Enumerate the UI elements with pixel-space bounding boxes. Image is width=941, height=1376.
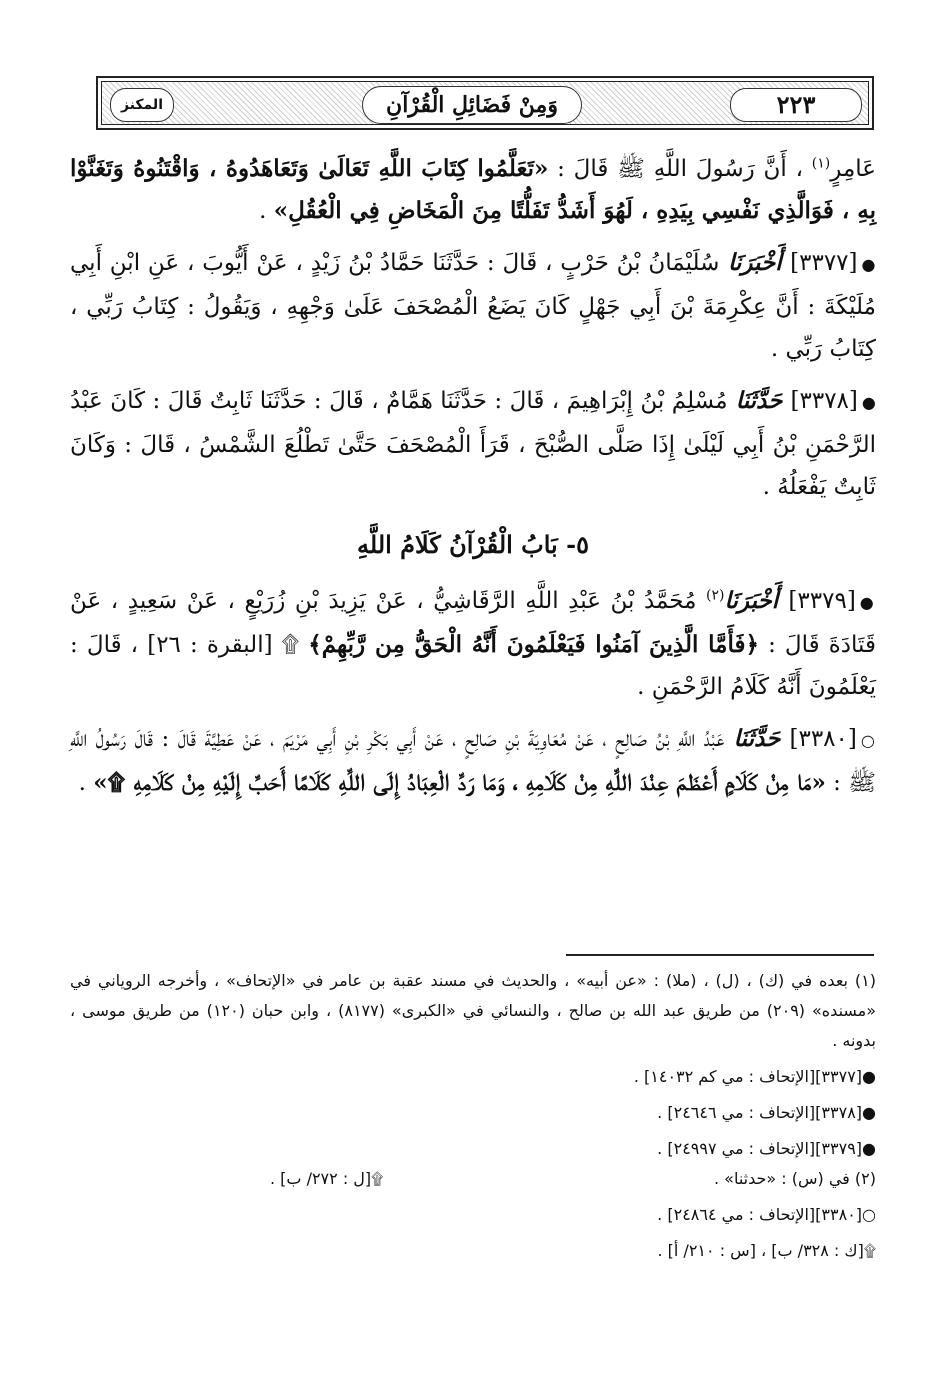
footnote-ref-1: (١) [811, 155, 831, 172]
page-header [96, 76, 874, 130]
reference-3379: ●[٣٣٧٩][الإتحاف : مي ٢٤٩٩٧] . [657, 1139, 876, 1158]
main-text [70, 148, 876, 814]
p1-end: . [259, 198, 274, 224]
chapter-heading: ٥- بَابُ الْقُرْآنُ كَلَامُ اللَّهِ [357, 530, 589, 559]
footnote-2-row [70, 1164, 876, 1194]
footnotes [70, 966, 876, 1266]
footnote-2: (٢) في (س) : «حدثنا» . [713, 1169, 876, 1188]
bullet-icon: ● [861, 393, 877, 412]
paragraph-3379 [70, 580, 876, 708]
footnote-divider [566, 954, 874, 956]
p4-text-end: ۩ [البقرة : ٢٦] ، قَالَ : يَعْلَمُونَ أَنَّهُ كَلَامُ الرَّحْمَنِ . [70, 632, 876, 700]
hadith-number: [٣٣٧٩] [788, 588, 856, 614]
bullet-icon: ○ [860, 731, 876, 750]
footnote-ref-2: (٢) [706, 587, 725, 604]
p5-hadith: «مَا مِنْ كَلَامٍ أَعْظَمَ عِنْدَ اللَّهِ مِنْ كَلَامِهِ ، وَمَا رَدَّ الْعِبَادُ إِلَى اللَّهِ كَلَامًا أَحَبَّ إِلَيْهِ مِنْ كَلَامِهِ ۩» [93, 769, 826, 796]
p5-end: . [78, 770, 94, 796]
narration-formula: أَخْبَرَنَا [719, 249, 791, 276]
narration-formula: حَدَّثَنَا [724, 725, 790, 752]
reference-3380: ○[٣٣٨٠][الإتحاف : مي ٢٤٨٦٤] . [657, 1205, 876, 1224]
manuscript-folio-note: ۩[ل : ٢٧٢/ ب] . [270, 1169, 384, 1188]
running-title-text: وَمِنْ فَضَائِلِ الْقُرْآنِ [386, 92, 558, 118]
footnote-1: (١) بعده في (ك) ، (ل) ، (ملا) : «عن أبيه» ، والحديث في مسند عقبة بن عامر في «الإتحاف» ، وأخرجه الروياني في «مسنده» (٢٠٩) من طريق عبد الله بن صالح ، والنسائي في «الكبرى» (٨١٧٧) ، وابن حبان (١٢٠) من طريق موسى ، بدونه . [70, 971, 877, 1050]
publisher-logo [110, 88, 174, 122]
paragraph-1 [70, 148, 876, 232]
bullet-icon: ● [859, 593, 876, 612]
p1-hadith: «تَعَلَّمُوا كِتَابَ اللَّهِ تَعَالَىٰ وَتَعَاهَدُوهُ ، وَاقْتَنُوهُ وَتَغَنَّوْا بِهِ ، فَوَالَّذِي نَفْسِي بِيَدِهِ ، لَهُوَ أَشَدُّ تَفَلُّتًا مِنَ الْمَخَاضِ فِي الْعُقُلِ» [70, 155, 876, 224]
narration-formula: أَخْبَرَنَا [724, 587, 789, 614]
manuscript-folio-refs: ۩[ك : ٣٢٨/ ب] ، [س : ٢١٠/ أ] . [657, 1241, 876, 1260]
reference-3377: ●[٣٣٧٧][الإتحاف : مي كم ١٤٠٣٢] . [633, 1067, 876, 1086]
bullet-icon: ● [861, 255, 876, 274]
p5-text: عَبْدُ اللَّهِ بْنُ صَالِحٍ ، عَنْ مُعَاوِيَةَ بْنِ صَالِحٍ ، عَنْ أَبِي بَكْرِ بْنِ أَبِي مَرْيَمَ ، عَنْ عَطِيَّةَ قَالَ : قَالَ رَسُولُ اللَّهِ ﷺ : [70, 726, 876, 796]
quran-verse: ﴿فَأَمَّا الَّذِينَ آمَنُوا فَيَعْلَمُونَ أَنَّهُ الْحَقُّ مِن رَّبِّهِمْ﴾ [308, 631, 759, 658]
p4-text: مُحَمَّدُ بْنُ عَبْدِ اللَّهِ الرَّقَاشِيُّ ، عَنْ يَزِيدَ بْنِ زُرَيْعٍ ، عَنْ سَعِيدٍ ، عَنْ قَتَادَةَ قَالَ : [70, 588, 876, 658]
narration-formula: حَدَّثَنَا [727, 387, 791, 414]
p1-lead: عَامِرٍ [830, 156, 876, 182]
running-title [362, 86, 582, 124]
page-number [730, 88, 862, 122]
paragraph-3377 [70, 242, 876, 370]
p2-text: سُلَيْمَانُ بْنُ حَرْبٍ ، قَالَ : حَدَّثَنَا حَمَّادُ بْنُ زَيْدٍ ، عَنْ أَيُّوبَ ، عَنِ ابْنِ أَبِي مُلَيْكَةَ : أَنَّ عِكْرِمَةَ بْنَ أَبِي جَهْلٍ كَانَ يَضَعُ الْمُصْحَفَ عَلَىٰ وَجْهِهِ ، وَيَقُولُ : كِتَابُ رَبِّي ، كِتَابُ رَبِّي . [70, 250, 876, 362]
reference-3378: ●[٣٣٧٨][الإتحاف : مي ٢٤٦٤٦] . [657, 1103, 876, 1122]
paragraph-3380 [70, 718, 876, 804]
logo-text: المكنز [120, 97, 163, 113]
hadith-number: [٣٣٧٧] [790, 250, 858, 276]
page-number-text: ٢٢٣ [776, 90, 816, 119]
header-ornament [101, 81, 869, 125]
p1-text: ، أَنَّ رَسُولَ اللَّهِ ﷺ قَالَ : [548, 156, 812, 182]
hadith-number: [٣٣٧٨] [790, 388, 858, 414]
p3-text: مُسْلِمُ بْنُ إِبْرَاهِيمَ ، قَالَ : حَدَّثَنَا هَمَّامٌ ، قَالَ : حَدَّثَنَا ثَابِتٌ قَالَ : كَانَ عَبْدُ الرَّحْمَنِ بْنُ أَبِي لَيْلَىٰ إِذَا صَلَّى الصُّبْحَ ، قَرَأَ الْمُصْحَفَ حَتَّىٰ تَطْلُعَ الشَّمْسُ ، قَالَ : وَكَانَ ثَابِتٌ يَفْعَلُهُ . [70, 388, 876, 500]
paragraph-3378 [70, 380, 876, 508]
hadith-number: [٣٣٨٠] [789, 726, 857, 752]
